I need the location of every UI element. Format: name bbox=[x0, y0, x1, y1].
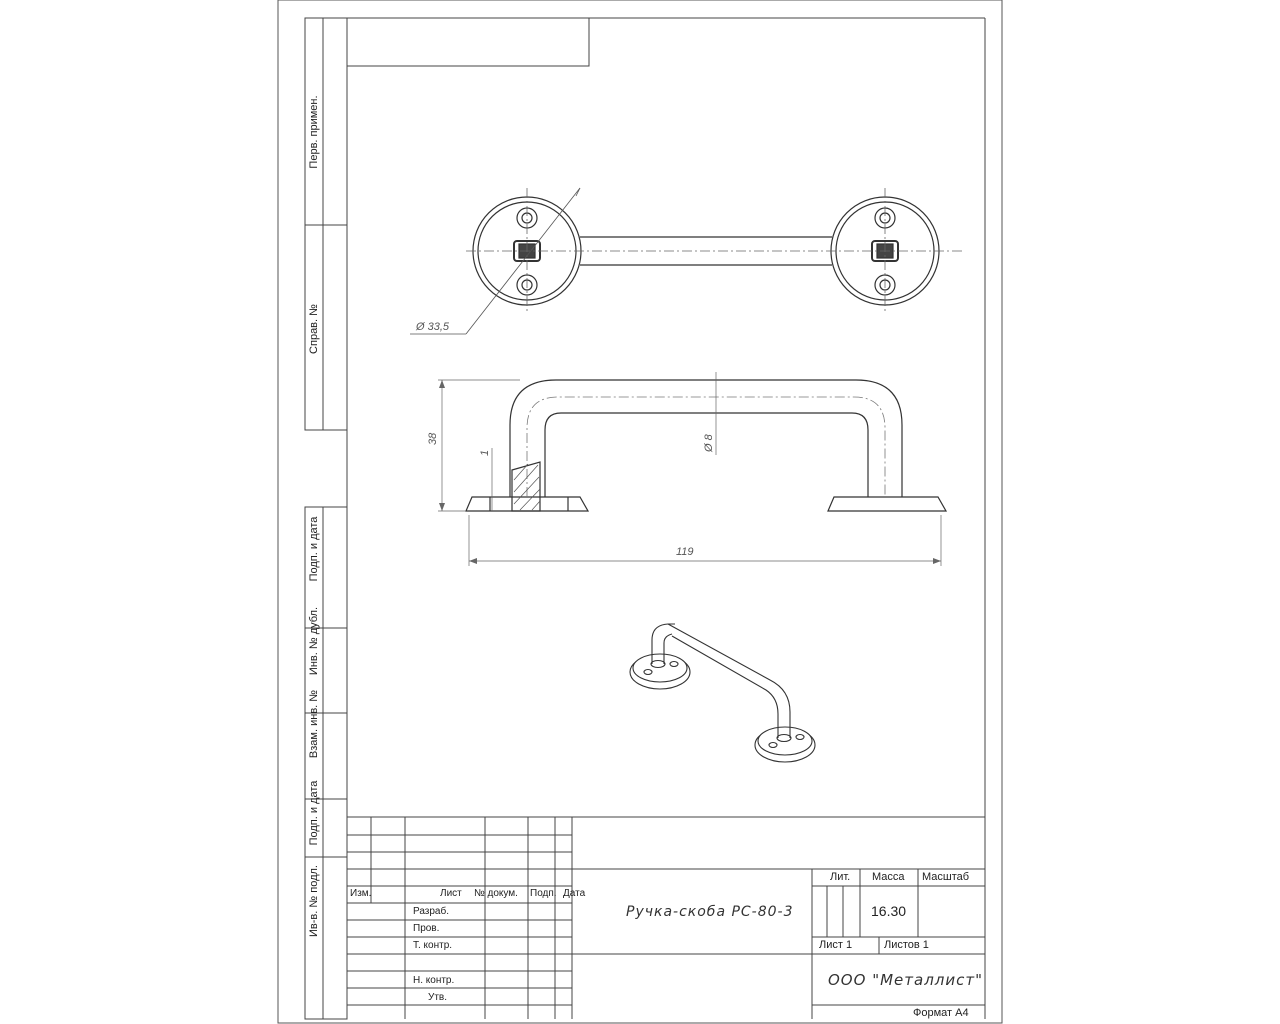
side-label-podp-data-2: Подп. и дата bbox=[308, 780, 320, 846]
dimension-rod-diameter: Ø 8 bbox=[703, 434, 715, 452]
tb-masshtab: Масштаб bbox=[922, 871, 970, 883]
tb-header-izm: Изм. bbox=[350, 888, 372, 899]
dimension-flange-diameter: Ø 33,5 bbox=[416, 321, 450, 333]
company-name: ООО "Металлист" bbox=[828, 971, 983, 989]
tb-header-list: Лист bbox=[440, 888, 462, 899]
side-label-inv-podl: Ив-в. № подл. bbox=[308, 865, 320, 937]
side-label-inv-dubl: Инв. № дубл. bbox=[308, 606, 320, 676]
tb-mass-value: 16.30 bbox=[871, 903, 907, 919]
tb-massa: Масса bbox=[872, 871, 905, 883]
side-label-sprav-no: Справ. № bbox=[308, 304, 320, 354]
tb-listov: Листов 1 bbox=[884, 939, 929, 951]
tb-role-t-kontr: Т. контр. bbox=[413, 940, 453, 951]
dimension-thickness: 1 bbox=[479, 449, 491, 456]
tb-lit: Лит. bbox=[830, 871, 851, 883]
side-label-podp-data-1: Подп. и дата bbox=[308, 516, 320, 582]
sheet-format: Формат А4 bbox=[913, 1007, 969, 1019]
tb-header-data: Дата bbox=[563, 888, 586, 899]
tb-header-n-dokum: № докум. bbox=[474, 888, 518, 899]
side-label-vzam-inv: Взам. инв. № bbox=[308, 689, 320, 759]
tb-list: Лист 1 bbox=[819, 939, 853, 951]
tb-header-podp: Подп. bbox=[530, 888, 557, 899]
dimension-height: 38 bbox=[427, 432, 439, 445]
tb-role-n-kontr: Н. контр. bbox=[413, 975, 455, 986]
tb-role-prov: Пров. bbox=[413, 923, 440, 934]
side-label-perv-primen: Перв. примен. bbox=[308, 95, 320, 169]
tb-role-utv: Утв. bbox=[428, 992, 448, 1003]
tb-role-razrab: Разраб. bbox=[413, 906, 450, 917]
dimension-length: 119 bbox=[676, 546, 694, 558]
part-name: Ручка-скоба РС-80-3 bbox=[626, 904, 794, 920]
